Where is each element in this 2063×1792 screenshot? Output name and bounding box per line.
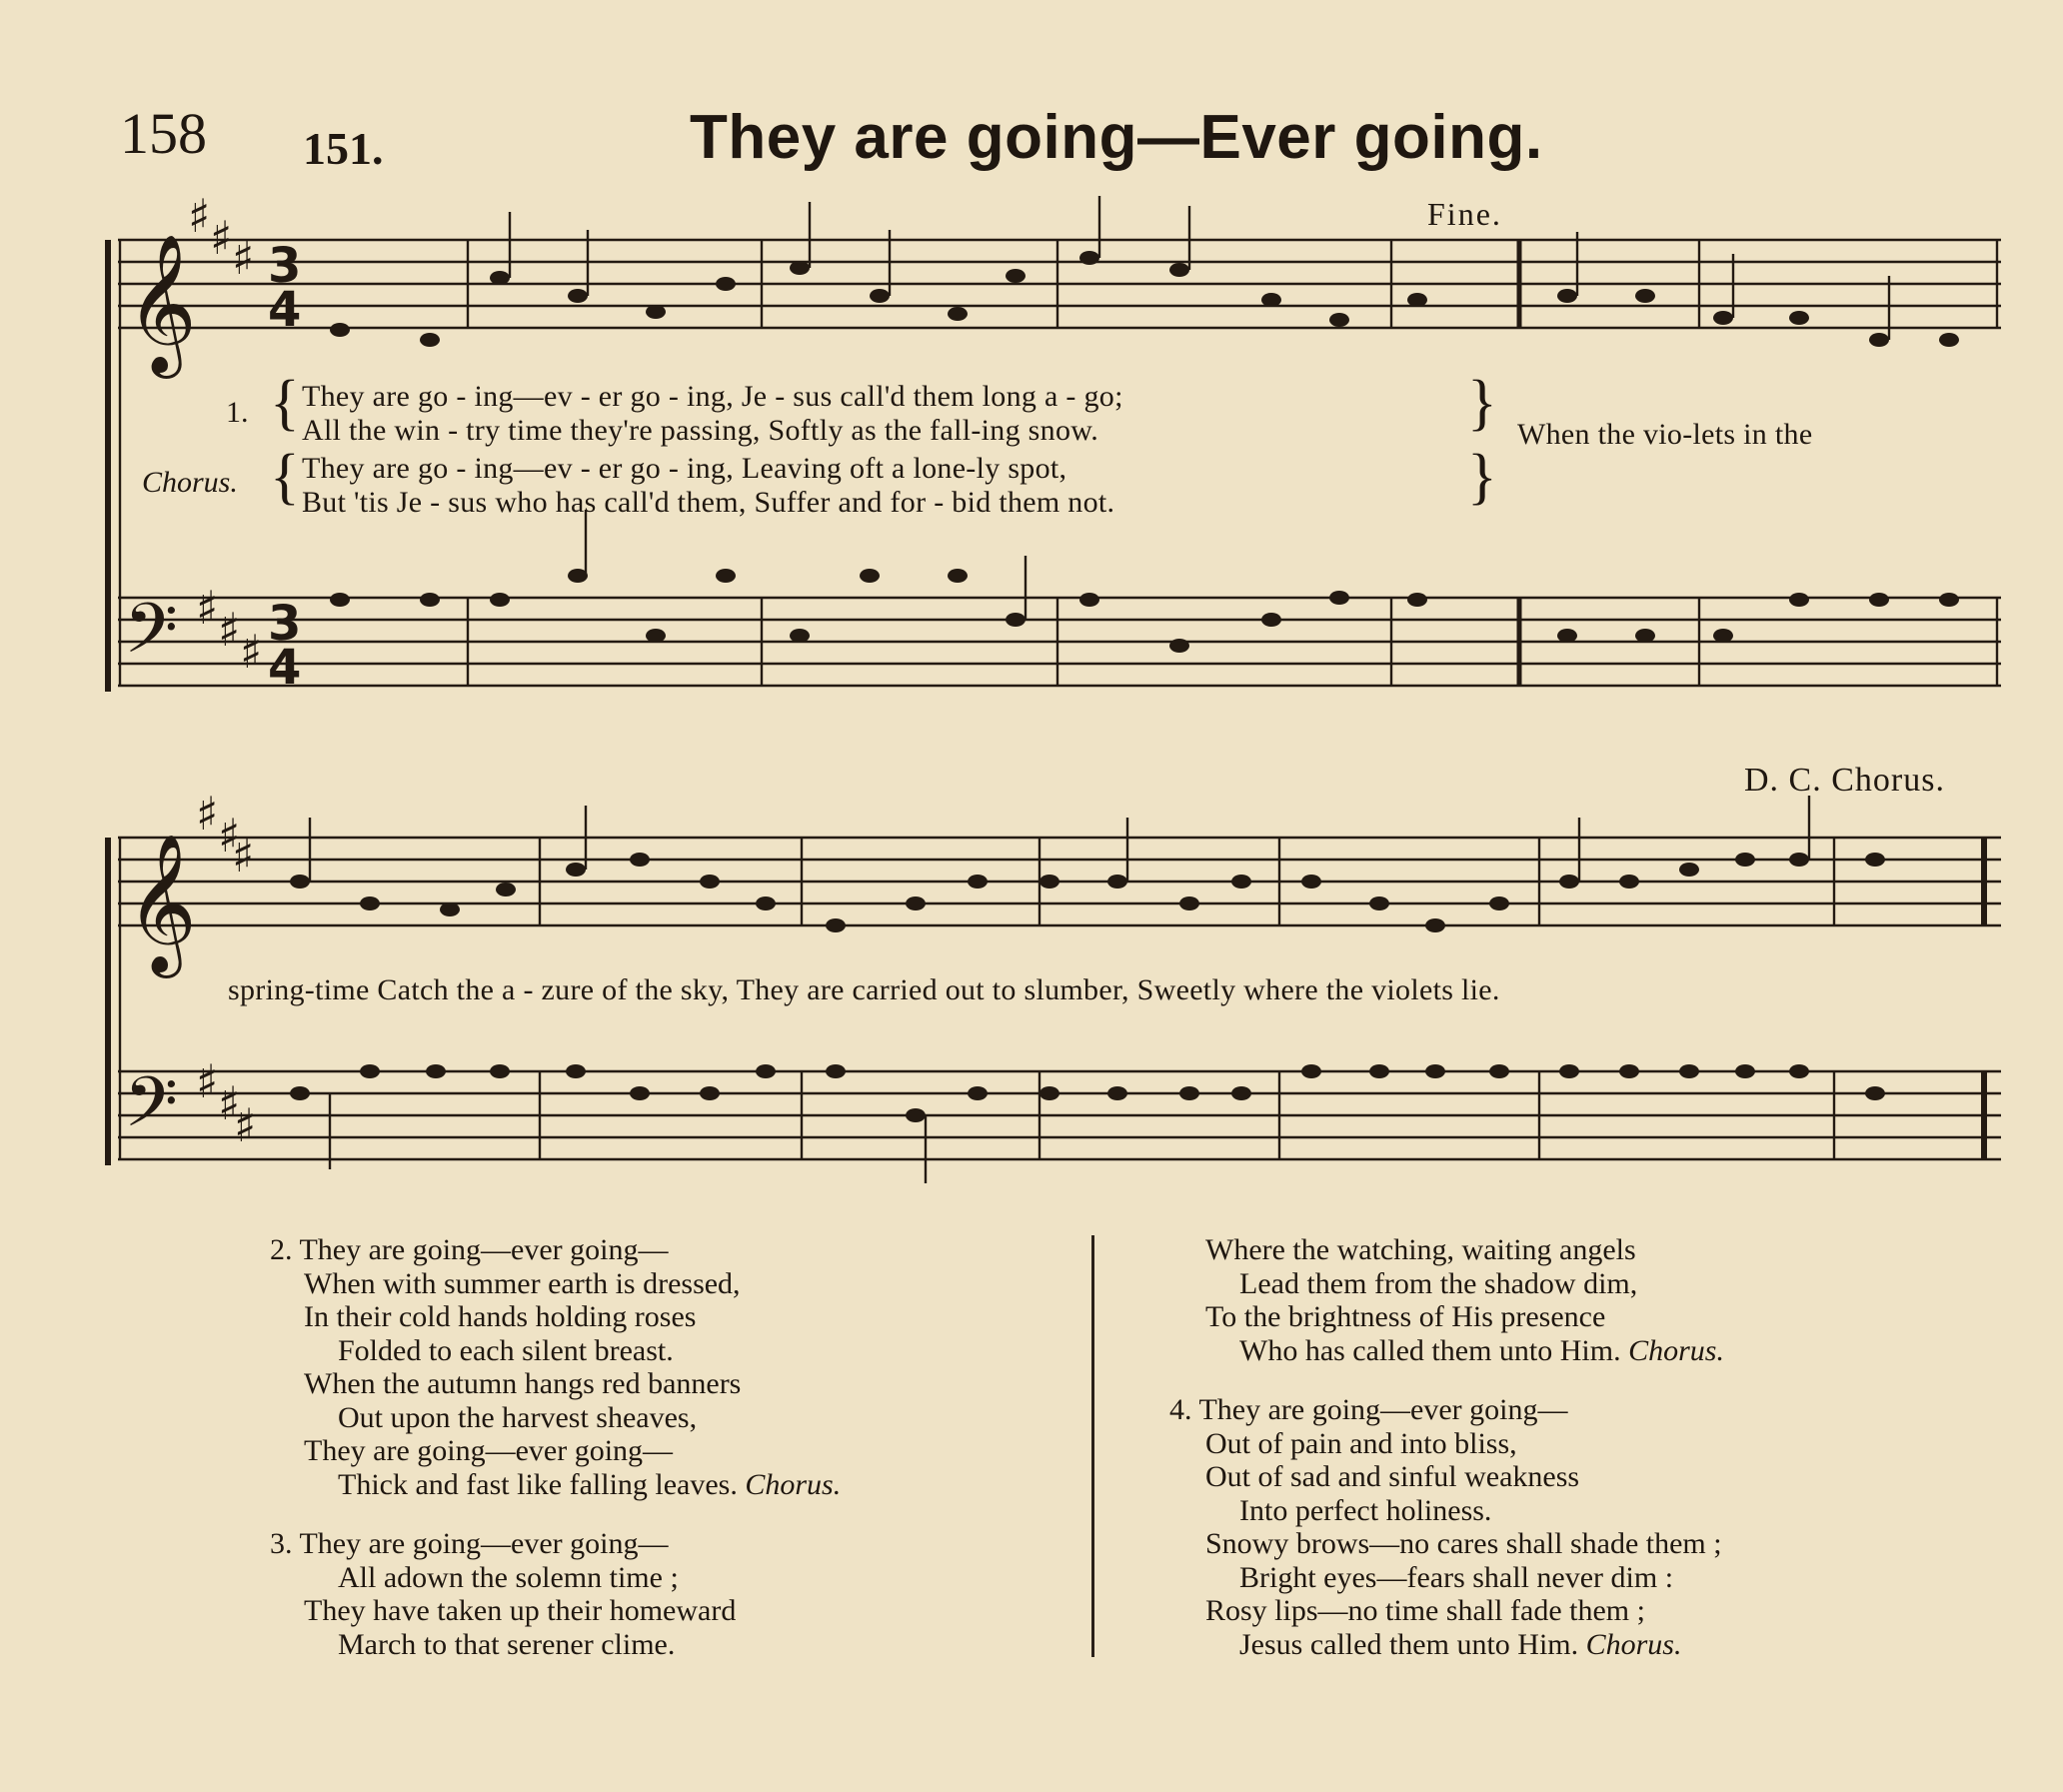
page-number: 158	[120, 101, 207, 166]
svg-text:♯: ♯	[232, 231, 255, 285]
lyric-verse1-line2: All the win - try time they're passing, Softly as the fall-ing snow.	[302, 414, 1099, 447]
verse-line: Bright eyes—fears shall never dim :	[1239, 1560, 1674, 1594]
svg-text:♯: ♯	[218, 809, 241, 863]
svg-text:4: 4	[268, 640, 302, 696]
verse-last-line	[1205, 1334, 1724, 1368]
svg-text:♯: ♯	[218, 1076, 241, 1130]
verse-line: 3. They are going—ever going—	[270, 1527, 669, 1560]
svg-text:4: 4	[268, 282, 302, 338]
svg-text:♯: ♯	[188, 189, 211, 243]
chorus-brace: {	[270, 443, 300, 511]
verse-3	[270, 1527, 736, 1661]
verse-brace-close: }	[1467, 369, 1497, 437]
svg-text:𝄢: 𝄢	[124, 1061, 179, 1159]
hymn-number: 151.	[303, 123, 384, 174]
hymn-title: They are going—Ever going.	[690, 103, 1543, 172]
verse-line: They have taken up their homeward	[304, 1594, 737, 1627]
lyric-chorus-line2: But 'tis Je - sus who has call'd them, Suffer and for - bid them not.	[302, 486, 1115, 519]
lyric-chorus-line1: They are go - ing—ev - er go - ing, Leaving oft a lone-ly spot,	[302, 452, 1067, 485]
verse-last-line	[270, 1468, 841, 1502]
verse-line: When the autumn hangs red banners	[304, 1367, 742, 1400]
lyric-continuation-2: spring-time Catch the a - zure of the sky, They are carried out to slumber, Sweetly where the violets lie.	[228, 973, 1500, 1006]
clefs-and-signatures	[124, 189, 301, 1159]
dc-chorus-marker: D. C. Chorus.	[1744, 762, 1945, 799]
verse-line: Rosy lips—no time shall fade them ;	[1205, 1594, 1645, 1627]
chorus-tag: Chorus.	[745, 1467, 842, 1501]
column-divider	[1091, 1235, 1094, 1657]
verse-line: Who has called them unto Him.	[1239, 1333, 1621, 1367]
verse-last-line	[1169, 1628, 1722, 1662]
verse-number: 1.	[226, 396, 249, 429]
fine-marker: Fine.	[1427, 196, 1502, 232]
svg-text:3: 3	[268, 596, 302, 652]
verse-line: They are going—ever going—	[304, 1434, 674, 1467]
svg-text:𝄢: 𝄢	[124, 588, 179, 686]
verse-line: When with summer earth is dressed,	[304, 1266, 741, 1300]
verse-line: Lead them from the shadow dim,	[1239, 1266, 1638, 1300]
svg-text:♯: ♯	[196, 787, 219, 841]
verse-line: Snowy brows—no cares shall shade them ;	[1205, 1527, 1722, 1560]
note-stems	[310, 196, 1889, 1183]
svg-text:♯: ♯	[210, 211, 233, 265]
svg-text:♯: ♯	[240, 625, 263, 679]
verse-line: Out of sad and sinful weakness	[1205, 1460, 1580, 1493]
verse-line: 2. They are going—ever going—	[270, 1233, 669, 1266]
verse-line: 4. They are going—ever going—	[1169, 1393, 1568, 1426]
verse-line: March to that serener clime.	[338, 1627, 676, 1661]
svg-text:♯: ♯	[196, 1054, 219, 1108]
verse-4	[1169, 1393, 1722, 1661]
svg-text:3: 3	[268, 238, 302, 294]
chorus-tag: Chorus.	[1585, 1627, 1682, 1661]
svg-text:♯: ♯	[234, 1098, 257, 1152]
verse-line: All adown the solemn time ;	[338, 1560, 679, 1594]
verse-line: Out of pain and into bliss,	[1205, 1426, 1517, 1460]
svg-text:♯: ♯	[196, 581, 219, 635]
svg-text:♯: ♯	[232, 829, 255, 883]
verse-line: Out upon the harvest sheaves,	[338, 1400, 698, 1434]
chorus-brace-close: }	[1467, 443, 1497, 511]
svg-text:♯: ♯	[218, 603, 241, 657]
verse-line: Jesus called them unto Him.	[1239, 1627, 1579, 1661]
verse-3-continued	[1205, 1233, 1724, 1367]
verse-2	[270, 1233, 841, 1501]
chorus-label: Chorus.	[142, 466, 238, 499]
lyric-continuation-1: When the vio-lets in the	[1517, 418, 1813, 451]
svg-text:𝄞: 𝄞	[126, 834, 197, 972]
verse-line: Into perfect holiness.	[1239, 1493, 1492, 1527]
verse-line: Thick and fast like falling leaves.	[338, 1467, 738, 1501]
verse-line: To the brightness of His presence	[1205, 1300, 1606, 1333]
svg-text:𝄞: 𝄞	[126, 234, 197, 373]
verse-brace: {	[270, 369, 300, 437]
lyric-verse1-line1: They are go - ing—ev - er go - ing, Je - sus call'd them long a - go;	[302, 380, 1123, 413]
verse-line: In their cold hands holding roses	[304, 1300, 697, 1333]
verse-line: Folded to each silent breast.	[338, 1333, 674, 1367]
chorus-tag: Chorus.	[1628, 1333, 1724, 1367]
verse-line: Where the watching, waiting angels	[1205, 1233, 1636, 1266]
